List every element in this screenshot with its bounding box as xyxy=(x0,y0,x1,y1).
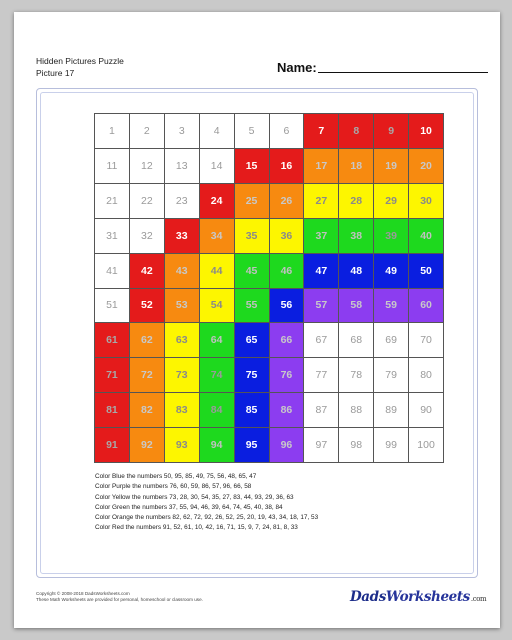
grid-cell[interactable]: 54 xyxy=(200,289,235,324)
grid-cell[interactable]: 89 xyxy=(374,393,409,428)
grid-cell[interactable]: 92 xyxy=(130,428,165,463)
grid-cell[interactable]: 13 xyxy=(165,149,200,184)
grid-cell[interactable]: 42 xyxy=(130,254,165,289)
grid-cell[interactable]: 41 xyxy=(95,254,130,289)
grid-cell[interactable]: 5 xyxy=(235,114,270,149)
grid-cell[interactable]: 66 xyxy=(270,323,305,358)
grid-cell[interactable]: 69 xyxy=(374,323,409,358)
grid-cell[interactable]: 53 xyxy=(165,289,200,324)
grid-cell[interactable]: 14 xyxy=(200,149,235,184)
grid-cell[interactable]: 65 xyxy=(235,323,270,358)
grid-cell[interactable]: 59 xyxy=(374,289,409,324)
grid-cell[interactable]: 47 xyxy=(304,254,339,289)
grid-cell[interactable]: 63 xyxy=(165,323,200,358)
instruction-line-red: Color Red the numbers 91, 52, 61, 10, 42, 16, 71, 15, 9, 7, 24, 81, 8, 33 xyxy=(95,524,298,532)
grid-cell[interactable]: 52 xyxy=(130,289,165,324)
grid-cell[interactable]: 93 xyxy=(165,428,200,463)
grid-cell[interactable]: 43 xyxy=(165,254,200,289)
grid-cell[interactable]: 98 xyxy=(339,428,374,463)
grid-cell[interactable]: 40 xyxy=(409,219,444,254)
grid-cell[interactable]: 91 xyxy=(95,428,130,463)
grid-cell[interactable]: 34 xyxy=(200,219,235,254)
grid-cell[interactable]: 80 xyxy=(409,358,444,393)
grid-cell[interactable]: 39 xyxy=(374,219,409,254)
name-label: Name: xyxy=(277,60,317,75)
grid-cell[interactable]: 76 xyxy=(270,358,305,393)
worksheet-title: Hidden Pictures Puzzle xyxy=(36,56,124,66)
grid-cell[interactable]: 58 xyxy=(339,289,374,324)
grid-cell[interactable]: 85 xyxy=(235,393,270,428)
grid-cell[interactable]: 86 xyxy=(270,393,305,428)
grid-cell[interactable]: 36 xyxy=(270,219,305,254)
copyright-text: Copyright © 2008-2018 DadsWorksheets.com xyxy=(36,591,130,596)
grid-cell[interactable]: 1 xyxy=(95,114,130,149)
logo-text-domain: .com xyxy=(470,595,487,603)
grid-cell[interactable]: 73 xyxy=(165,358,200,393)
grid-cell[interactable]: 55 xyxy=(235,289,270,324)
grid-cell[interactable]: 72 xyxy=(130,358,165,393)
usage-notice: These Math Worksheets are provided for personal, homeschool or classroom use. xyxy=(36,597,203,602)
grid-cell[interactable]: 77 xyxy=(304,358,339,393)
grid-cell[interactable]: 3 xyxy=(165,114,200,149)
grid-cell[interactable]: 60 xyxy=(409,289,444,324)
footer xyxy=(36,591,203,603)
grid-cell[interactable]: 62 xyxy=(130,323,165,358)
grid-cell[interactable]: 88 xyxy=(339,393,374,428)
instruction-line-green: Color Green the numbers 37, 55, 94, 46, 39, 64, 74, 45, 40, 38, 84 xyxy=(95,503,283,511)
grid-cell[interactable]: 7 xyxy=(304,114,339,149)
name-field[interactable] xyxy=(277,60,488,75)
grid-cell[interactable]: 45 xyxy=(235,254,270,289)
grid-cell[interactable]: 99 xyxy=(374,428,409,463)
grid-cell[interactable]: 23 xyxy=(165,184,200,219)
grid-cell[interactable]: 21 xyxy=(95,184,130,219)
grid-cell[interactable]: 71 xyxy=(95,358,130,393)
grid-cell[interactable]: 49 xyxy=(374,254,409,289)
instruction-line-yellow: Color Yellow the numbers 73, 28, 30, 54, 35, 27, 83, 44, 93, 29, 36, 63 xyxy=(95,493,294,501)
grid-cell[interactable]: 84 xyxy=(200,393,235,428)
grid-cell[interactable]: 16 xyxy=(270,149,305,184)
grid-cell[interactable]: 68 xyxy=(339,323,374,358)
grid-cell[interactable]: 22 xyxy=(130,184,165,219)
grid-cell[interactable]: 51 xyxy=(95,289,130,324)
grid-cell[interactable]: 25 xyxy=(235,184,270,219)
grid-cell[interactable]: 24 xyxy=(200,184,235,219)
grid-cell[interactable]: 95 xyxy=(235,428,270,463)
grid-cell[interactable]: 2 xyxy=(130,114,165,149)
worksheet-subtitle: Picture 17 xyxy=(36,68,75,78)
grid-cell[interactable]: 64 xyxy=(200,323,235,358)
grid-cell[interactable]: 94 xyxy=(200,428,235,463)
grid-cell[interactable]: 78 xyxy=(339,358,374,393)
dadsworksheets-logo xyxy=(350,589,486,605)
logo-text-dads: Dads xyxy=(350,589,386,605)
instruction-line-blue: Color Blue the numbers 50, 95, 85, 49, 75, 56, 48, 65, 47 xyxy=(95,473,257,480)
grid-cell[interactable]: 79 xyxy=(374,358,409,393)
grid-cell[interactable]: 48 xyxy=(339,254,374,289)
grid-cell[interactable]: 70 xyxy=(409,323,444,358)
grid-cell[interactable]: 37 xyxy=(304,219,339,254)
grid-cell[interactable]: 87 xyxy=(304,393,339,428)
grid-cell[interactable]: 9 xyxy=(374,114,409,149)
grid-cell[interactable]: 12 xyxy=(130,149,165,184)
grid-cell[interactable]: 38 xyxy=(339,219,374,254)
grid-cell[interactable]: 74 xyxy=(200,358,235,393)
name-underline[interactable] xyxy=(318,72,488,73)
grid-cell[interactable]: 11 xyxy=(95,149,130,184)
logo-text-worksheets: Worksheets xyxy=(385,589,470,605)
grid-cell[interactable]: 97 xyxy=(304,428,339,463)
grid-cell[interactable]: 96 xyxy=(270,428,305,463)
grid-cell[interactable]: 10 xyxy=(409,114,444,149)
grid-cell[interactable]: 46 xyxy=(270,254,305,289)
grid-cell[interactable]: 8 xyxy=(339,114,374,149)
grid-cell[interactable]: 28 xyxy=(339,184,374,219)
grid-cell[interactable]: 57 xyxy=(304,289,339,324)
grid-cell[interactable]: 6 xyxy=(270,114,305,149)
grid-cell[interactable]: 56 xyxy=(270,289,305,324)
grid-cell[interactable]: 100 xyxy=(409,428,444,463)
grid-cell[interactable]: 15 xyxy=(235,149,270,184)
grid-cell[interactable]: 81 xyxy=(95,393,130,428)
grid-cell[interactable]: 33 xyxy=(165,219,200,254)
grid-cell[interactable]: 18 xyxy=(339,149,374,184)
color-instructions xyxy=(95,472,318,534)
grid-cell[interactable]: 31 xyxy=(95,219,130,254)
grid-cell[interactable]: 26 xyxy=(270,184,305,219)
grid-cell[interactable]: 44 xyxy=(200,254,235,289)
grid-cell[interactable]: 67 xyxy=(304,323,339,358)
grid-cell[interactable]: 75 xyxy=(235,358,270,393)
grid-cell[interactable]: 4 xyxy=(200,114,235,149)
grid-cell[interactable]: 27 xyxy=(304,184,339,219)
grid-cell[interactable]: 83 xyxy=(165,393,200,428)
worksheet-page xyxy=(14,12,500,628)
grid-cell[interactable]: 20 xyxy=(409,149,444,184)
grid-cell[interactable]: 82 xyxy=(130,393,165,428)
grid-cell[interactable]: 17 xyxy=(304,149,339,184)
instruction-line-purple: Color Purple the numbers 76, 60, 59, 86, 57, 96, 66, 58 xyxy=(95,483,252,491)
grid-cell[interactable]: 32 xyxy=(130,219,165,254)
grid-cell[interactable]: 30 xyxy=(409,184,444,219)
grid-cell[interactable]: 90 xyxy=(409,393,444,428)
grid-cell[interactable]: 50 xyxy=(409,254,444,289)
hundred-grid xyxy=(94,113,444,463)
grid-cell[interactable]: 19 xyxy=(374,149,409,184)
grid-cell[interactable]: 35 xyxy=(235,219,270,254)
grid-cell[interactable]: 61 xyxy=(95,323,130,358)
instruction-line-orange: Color Orange the numbers 82, 62, 72, 92, 26, 52, 25, 20, 19, 43, 34, 18, 17, 53 xyxy=(95,514,319,522)
grid-cell[interactable]: 29 xyxy=(374,184,409,219)
